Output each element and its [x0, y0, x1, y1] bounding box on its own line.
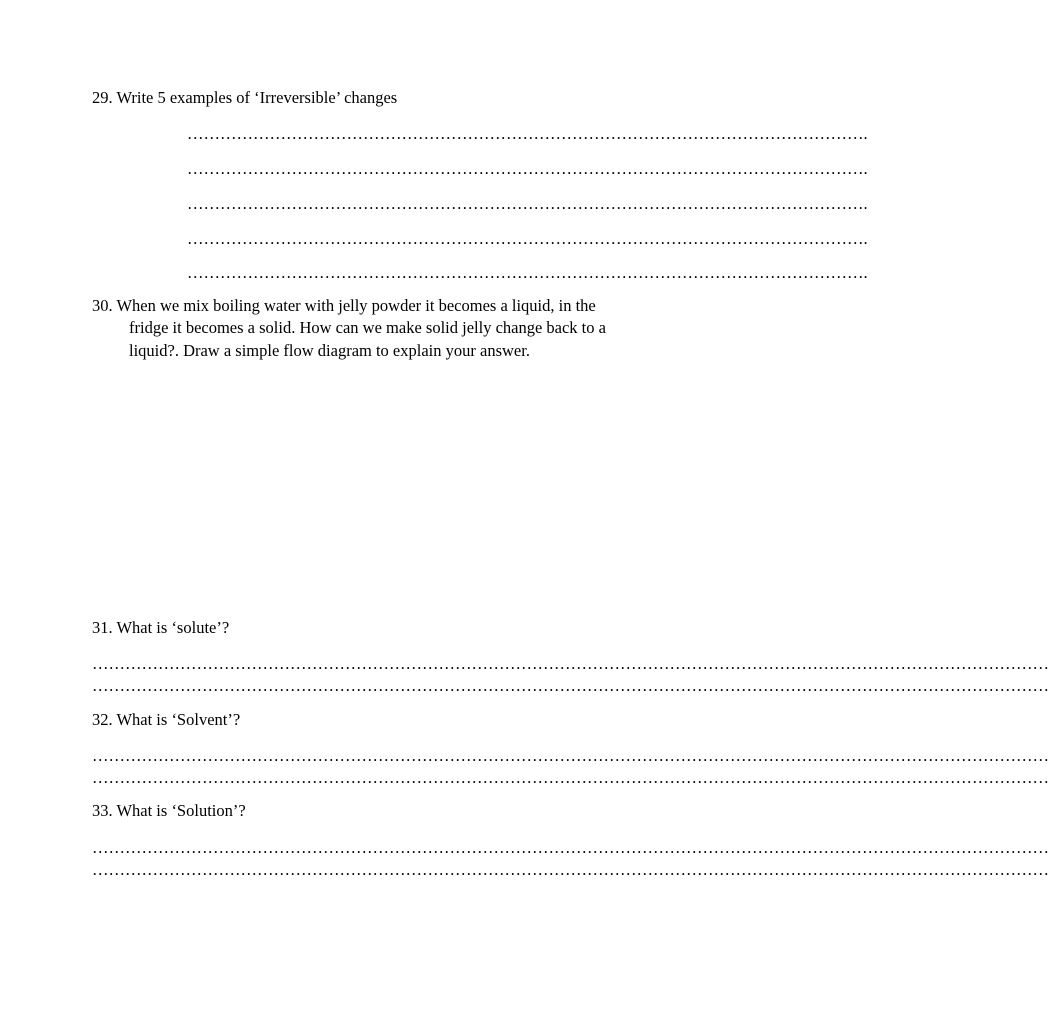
- answer-line-29-4[interactable]: …………………………………………………………………………………………………………….: [187, 229, 868, 248]
- answer-line-29-2[interactable]: …………………………………………………………………………………………………………….: [187, 159, 868, 178]
- answer-line-32-1[interactable]: …………………………………………………………………………………………………………………………………………………………: [92, 746, 1049, 765]
- answer-line-32-2[interactable]: …………………………………………………………………………………………………………………………………………………………: [92, 768, 1049, 787]
- flow-diagram-drawing-area[interactable]: [92, 372, 672, 602]
- question-30-line-2: fridge it becomes a solid. How can we make solid jelly change back to a: [129, 318, 606, 337]
- answer-line-31-1[interactable]: …………………………………………………………………………………………………………………………………………………………: [92, 654, 1049, 673]
- answer-line-29-3[interactable]: …………………………………………………………………………………………………………….: [187, 194, 868, 213]
- question-30-line-1: 30. When we mix boiling water with jelly powder it becomes a liquid, in the: [92, 296, 596, 315]
- answer-line-29-1[interactable]: …………………………………………………………………………………………………………….: [187, 124, 868, 143]
- question-32-text: 32. What is ‘Solvent’?: [92, 710, 241, 729]
- question-33-text: 33. What is ‘Solution’?: [92, 801, 246, 820]
- answer-line-33-2[interactable]: …………………………………………………………………………………………………………………………………………………………: [92, 860, 1049, 879]
- question-30-line-3: liquid?. Draw a simple flow diagram to explain your answer.: [129, 341, 530, 360]
- answer-line-29-5[interactable]: …………………………………………………………………………………………………………….: [187, 263, 868, 282]
- question-31-text: 31. What is ‘solute’?: [92, 618, 230, 637]
- answer-line-33-1[interactable]: …………………………………………………………………………………………………………………………………………………………: [92, 838, 1049, 857]
- question-29-text: 29. Write 5 examples of ‘Irreversible’ changes: [92, 88, 398, 107]
- answer-line-31-2[interactable]: …………………………………………………………………………………………………………………………………………………………: [92, 676, 1049, 695]
